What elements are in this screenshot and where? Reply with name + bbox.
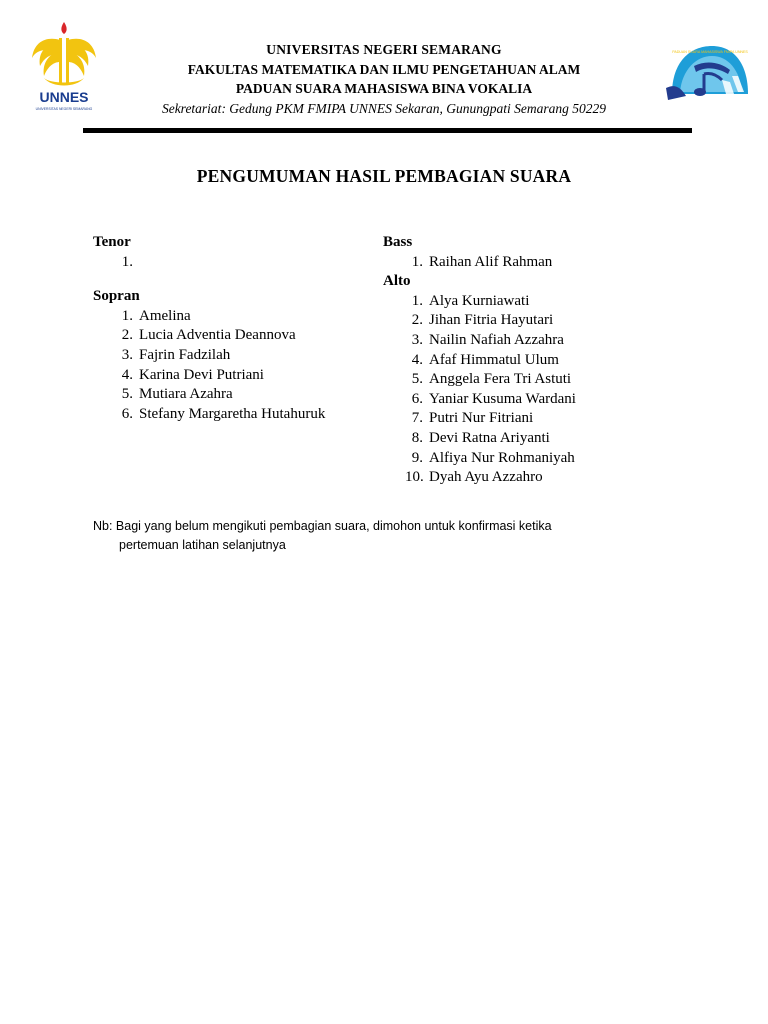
unnes-emblem-icon: [26, 18, 102, 114]
item-number: 2.: [411, 312, 423, 329]
member-name: Dyah Ayu Azzahro: [429, 469, 543, 486]
item-number: 7.: [411, 410, 423, 427]
svg-text:UNNES: UNNES: [39, 89, 89, 105]
item-number: 3.: [411, 331, 423, 348]
member-name: Alfiya Nur Rohmaniyah: [429, 449, 575, 466]
item-number: 10.: [405, 469, 424, 486]
section-gap: [93, 272, 373, 287]
member-name: Nailin Nafiah Azzahra: [429, 331, 564, 348]
item-number: 9.: [411, 449, 423, 466]
tenor-heading: Tenor: [93, 234, 131, 250]
item-number: 8.: [411, 429, 423, 446]
member-name: Afaf Himmatul Ulum: [429, 351, 559, 368]
member-name: Yaniar Kusuma Wardani: [429, 390, 576, 407]
list-item: [383, 253, 663, 273]
list-item: [383, 370, 663, 390]
list-item: [383, 409, 663, 429]
member-name: Putri Nur Fitriani: [429, 410, 534, 427]
member-name: Amelina: [139, 307, 191, 324]
bass-heading: Bass: [383, 234, 413, 250]
list-item: [383, 351, 663, 371]
footnote-line-1: Nb: Bagi yang belum mengikuti pembagian suara, dimohon untuk konfirmasi ketika: [93, 519, 552, 533]
item-number: 4.: [411, 351, 423, 368]
list-item: [93, 307, 373, 327]
list-item: [383, 468, 663, 488]
list-item: [383, 429, 663, 449]
list-item: [93, 346, 373, 366]
member-name: Alya Kurniawati: [429, 292, 530, 309]
list-item: [93, 253, 373, 273]
item-number: 4.: [121, 366, 133, 383]
member-name: Fajrin Fadzilah: [139, 346, 231, 363]
member-name: Jihan Fitria Hayutari: [429, 312, 554, 329]
voice-column-right: [383, 233, 663, 488]
item-number: 1.: [411, 253, 423, 270]
university-name: UNIVERSITAS NEGERI SEMARANG: [266, 42, 502, 57]
item-number: 1.: [121, 253, 133, 270]
item-number: 6.: [121, 405, 133, 422]
choir-logo: [664, 40, 750, 106]
sopran-heading: Sopran: [93, 288, 140, 305]
item-number: 1.: [121, 307, 133, 324]
footnote: [93, 517, 653, 555]
list-item: [383, 390, 663, 410]
unnes-logo: [26, 18, 102, 114]
list-item: [93, 385, 373, 405]
member-name: Stefany Margaretha Hutahuruk: [139, 405, 326, 422]
item-number: 5.: [411, 371, 423, 388]
item-number: 3.: [121, 346, 133, 363]
list-item: [383, 292, 663, 312]
letterhead-divider: [83, 128, 692, 133]
list-item: [93, 405, 373, 425]
svg-text:UNIVERSITAS NEGERI SEMARANG: UNIVERSITAS NEGERI SEMARANG: [35, 107, 93, 111]
choir-name: PADUAN SUARA MAHASISWA BINA VOKALIA: [235, 81, 533, 96]
voice-column-left: [93, 233, 373, 424]
member-name: Raihan Alif Rahman: [429, 253, 553, 270]
list-item: [383, 311, 663, 331]
member-name: Mutiara Azahra: [139, 386, 233, 403]
faculty-name: FAKULTAS MATEMATIKA DAN ILMU PENGETAHUAN ALAM: [187, 62, 581, 77]
alto-heading: Alto: [383, 273, 411, 290]
page-title: PENGUMUMAN HASIL PEMBAGIAN SUARA: [196, 166, 572, 186]
svg-text:PADUAN SUARA MAHASISWA FMIPA U: PADUAN SUARA MAHASISWA FMIPA UNNES: [672, 50, 748, 54]
item-number: 6.: [411, 390, 423, 407]
choir-emblem-icon: [664, 40, 750, 106]
member-name: Karina Devi Putriani: [139, 366, 264, 383]
list-item: [383, 331, 663, 351]
footnote-line-2: pertemuan latihan selanjutnya: [119, 538, 286, 552]
member-name: Lucia Adventia Deannova: [139, 327, 296, 344]
member-name: Devi Ratna Ariyanti: [429, 429, 550, 446]
list-item: [93, 366, 373, 386]
item-number: 5.: [121, 386, 133, 403]
list-item: [93, 326, 373, 346]
item-number: 1.: [411, 292, 423, 309]
secretariat-address: Sekretariat: Gedung PKM FMIPA UNNES Sekaran, Gunungpati Semarang 50229: [161, 101, 607, 116]
list-item: [383, 449, 663, 469]
item-number: 2.: [121, 327, 133, 344]
member-name: Anggela Fera Tri Astuti: [429, 371, 572, 388]
